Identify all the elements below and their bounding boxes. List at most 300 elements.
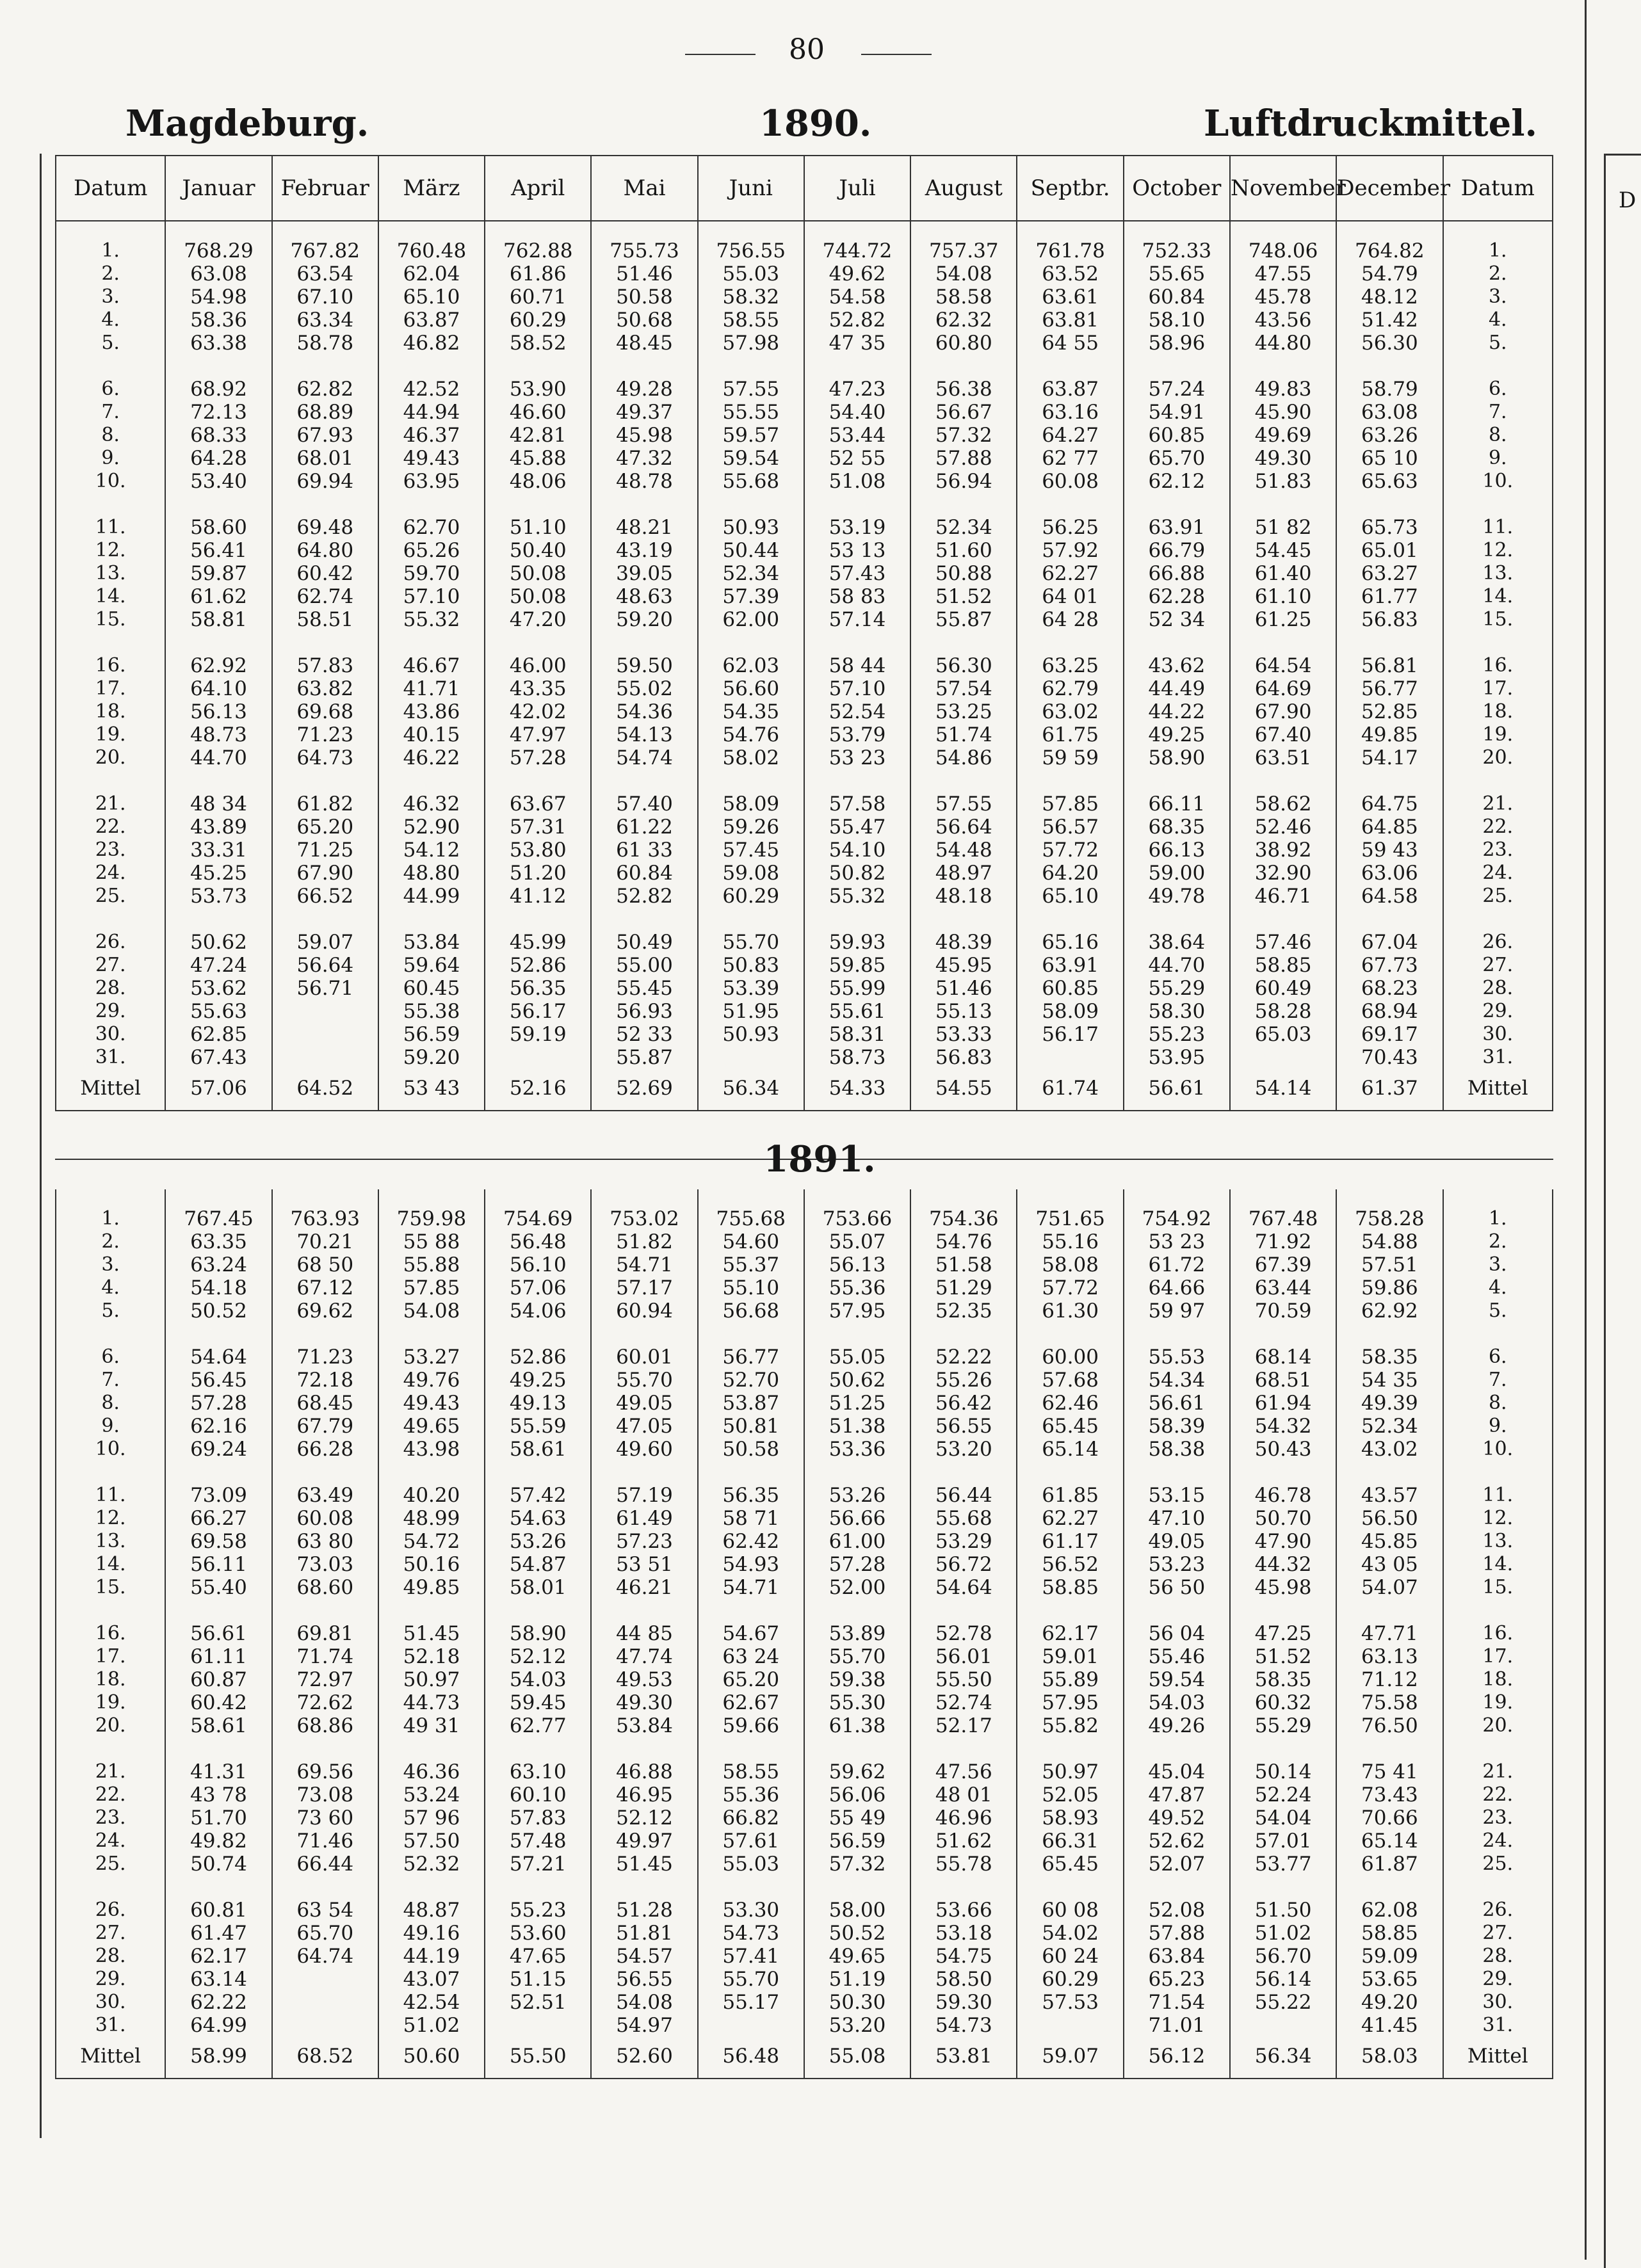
pressure-value: 47.90 (1254, 1530, 1312, 1553)
pressure-value: 54.73 (935, 2014, 992, 2037)
date-label: 25. (1482, 885, 1514, 907)
pressure-value: 53.36 (829, 1438, 886, 1461)
pressure-value: 56.83 (1361, 608, 1418, 631)
date-label: 11. (1482, 1484, 1514, 1506)
pressure-value: 59.26 (722, 816, 780, 839)
pressure-value: 753.02 (610, 1207, 679, 1230)
month-values-cell (1017, 1466, 1123, 1604)
pressure-value: 52.86 (509, 1346, 567, 1369)
pressure-value: 57.01 (1254, 1830, 1312, 1853)
date-label: 24. (1482, 862, 1514, 884)
pressure-value: 54.36 (616, 700, 673, 723)
pressure-value: 60.32 (1254, 1691, 1312, 1714)
pressure-value: 65.14 (1042, 1438, 1099, 1461)
date-cell-left (56, 498, 165, 636)
pressure-value: 52.05 (1042, 1783, 1099, 1806)
month-values-cell (1336, 636, 1443, 775)
month-values-cell (165, 1328, 271, 1466)
date-label: 24. (95, 1830, 126, 1852)
pressure-value: 57.92 (1042, 539, 1099, 562)
pressure-value: 50.74 (190, 1853, 247, 1876)
mean-row (56, 1074, 1553, 1111)
pressure-value: 55.47 (829, 816, 886, 839)
month-values-cell (378, 498, 485, 636)
pressure-value: 45.78 (1254, 286, 1312, 309)
pressure-value: 63.26 (1361, 424, 1418, 447)
pressure-value: 44.94 (403, 401, 460, 424)
monthly-mean: 54.14 (1230, 1074, 1336, 1111)
pressure-value: 758.28 (1355, 1207, 1425, 1230)
pressure-value: 65.10 (403, 286, 460, 309)
pressure-value: 48.80 (403, 862, 460, 885)
pressure-value: 58.30 (1148, 1000, 1206, 1023)
pressure-value: 57.10 (829, 677, 886, 700)
pressure-value: 66.44 (296, 1853, 354, 1876)
pressure-value: 43.89 (190, 816, 247, 839)
pressure-value: 51.95 (722, 1000, 780, 1023)
date-label: 4. (1488, 309, 1507, 331)
pressure-value: 57.95 (829, 1299, 886, 1323)
pressure-value: 49.25 (509, 1369, 567, 1392)
pressure-value: 55.59 (509, 1415, 567, 1438)
date-label: 30. (95, 1991, 126, 2013)
pressure-value: 55.03 (722, 1853, 780, 1876)
pressure-value: 53.20 (829, 2014, 886, 2037)
pressure-value: 71.12 (1361, 1668, 1418, 1691)
pressure-value: 53 23 (829, 746, 886, 769)
pressure-value: 48.73 (190, 723, 247, 746)
pressure-value: 41.12 (509, 885, 567, 908)
pressure-value: 54.71 (616, 1253, 673, 1276)
pressure-value: 55.05 (829, 1346, 886, 1369)
pressure-value: 53.15 (1148, 1484, 1206, 1507)
pressure-value: 52.07 (1148, 1853, 1206, 1876)
pressure-value: 63.35 (190, 1230, 247, 1253)
pressure-value: 63.02 (1042, 700, 1099, 723)
date-label: 20. (1482, 746, 1514, 769)
pressure-value: 45.98 (616, 424, 673, 447)
pressure-value: 51.10 (509, 516, 567, 539)
date-label: 14. (95, 1553, 126, 1575)
pressure-value: 69.17 (1361, 1023, 1418, 1046)
pressure-value: 52.82 (829, 309, 886, 332)
pressure-value: 64.85 (1361, 816, 1418, 839)
month-values-cell (272, 221, 378, 360)
column-header: August (910, 156, 1017, 221)
pressure-value: 47.23 (829, 378, 886, 401)
pressure-value: 64.99 (190, 2014, 247, 2037)
date-label: 19. (95, 1691, 126, 1714)
pressure-value: 57.48 (509, 1830, 567, 1853)
pressure-value: 57.98 (722, 332, 780, 355)
month-values-cell (1124, 221, 1230, 360)
pressure-value: 44.19 (403, 1945, 460, 1968)
pressure-value: 51.52 (935, 585, 992, 608)
pressure-value: 57.06 (509, 1276, 567, 1299)
month-values-cell (485, 913, 591, 1074)
pressure-value: 49.25 (1148, 723, 1206, 746)
date-label: 15. (95, 608, 126, 631)
month-values-cell (1230, 1466, 1336, 1604)
pressure-value: 71.23 (296, 1346, 354, 1369)
pressure-value: 71.54 (1148, 1991, 1206, 2014)
pressure-value: 51.02 (403, 2014, 460, 2037)
pressure-value: 59.54 (1148, 1668, 1206, 1691)
date-cell-right (1443, 913, 1553, 1074)
pressure-value: 62.46 (1042, 1392, 1099, 1415)
pressure-value: 762.88 (503, 239, 573, 262)
pressure-value: 58.38 (1148, 1438, 1206, 1461)
pressure-value: 67.90 (296, 862, 354, 885)
pressure-value: 748.06 (1248, 239, 1318, 262)
pressure-value: 56.48 (509, 1230, 567, 1253)
pressure-value: 67.39 (1254, 1253, 1312, 1276)
pressure-value: 51.52 (1254, 1645, 1312, 1668)
pressure-value: 60.71 (509, 286, 567, 309)
pressure-value: 65.16 (1042, 931, 1099, 954)
column-header: Juli (804, 156, 910, 221)
pressure-value: 61.00 (829, 1530, 886, 1553)
pressure-value: 61.75 (1042, 723, 1099, 746)
pressure-value: 61.87 (1361, 1853, 1418, 1876)
pressure-value: 50.88 (935, 562, 992, 585)
pressure-value: 60.08 (1042, 470, 1099, 493)
month-values-cell (591, 775, 697, 913)
date-label: 19. (1482, 1691, 1514, 1714)
date-label: 10. (95, 1438, 126, 1460)
date-label: 24. (1482, 1830, 1514, 1852)
pressure-value: 59.30 (935, 1991, 992, 2014)
table-title: Luftdruckmittel. (1204, 102, 1537, 145)
month-values-cell (910, 1742, 1017, 1881)
pressure-value: 59.00 (1148, 862, 1206, 885)
date-label: 27. (1482, 954, 1514, 976)
pressure-value: 68.89 (296, 401, 354, 424)
pressure-value: 50.70 (1254, 1507, 1312, 1530)
pressure-value: 56.06 (829, 1783, 886, 1806)
pressure-value: 61.30 (1042, 1299, 1099, 1323)
pressure-value: 63 80 (296, 1530, 354, 1553)
pressure-value: 62.74 (296, 585, 354, 608)
pressure-value: 59 43 (1361, 839, 1418, 862)
pressure-value: 57.28 (509, 746, 567, 769)
pressure-value: 62.82 (296, 378, 354, 401)
pressure-value: 44.70 (1148, 954, 1206, 977)
date-label: 26. (1482, 931, 1514, 953)
pressure-value: 47.20 (509, 608, 567, 631)
date-label: 12. (95, 1507, 126, 1529)
month-values-cell (1017, 1328, 1123, 1466)
pressure-value: 61.72 (1148, 1253, 1206, 1276)
pressure-value: 67.79 (296, 1415, 354, 1438)
date-label: 22. (1482, 816, 1514, 838)
pressure-value: 44.22 (1148, 700, 1206, 723)
pressure-value: 55.99 (829, 977, 886, 1000)
pressure-value: 33.31 (190, 839, 247, 862)
pressure-value: 50.49 (616, 931, 673, 954)
pressure-value: 52.00 (829, 1576, 886, 1599)
pressure-value: 56.10 (509, 1253, 567, 1276)
month-values-cell (485, 1328, 591, 1466)
pressure-value: 43.62 (1148, 654, 1206, 677)
pressure-value: 59.09 (1361, 1945, 1418, 1968)
pressure-value: 54.64 (935, 1576, 992, 1599)
pressure-value: 56.59 (829, 1830, 886, 1853)
month-values-cell (1336, 913, 1443, 1074)
month-values-cell (1124, 636, 1230, 775)
monthly-mean: 57.06 (165, 1074, 271, 1111)
month-values-cell (804, 1466, 910, 1604)
date-label: 8. (1488, 1392, 1507, 1414)
date-label: 6. (1488, 378, 1507, 400)
month-values-cell (1336, 1189, 1443, 1328)
date-label: 12. (1482, 539, 1514, 561)
pressure-value: 43.19 (616, 539, 673, 562)
pressure-value: 57.85 (403, 1276, 460, 1299)
pressure-value: 59.70 (403, 562, 460, 585)
month-values-cell (272, 1466, 378, 1604)
pressure-value: 754.92 (1142, 1207, 1212, 1230)
pressure-value: 57.45 (722, 839, 780, 862)
pressure-value: 53.60 (509, 1922, 567, 1945)
pressure-value: 54.75 (935, 1945, 992, 1968)
pressure-value: 60.29 (722, 885, 780, 908)
pressure-value: 54.93 (722, 1553, 780, 1576)
month-values-cell (1124, 1742, 1230, 1881)
date-label: 6. (101, 1346, 120, 1368)
pressure-value: 66.79 (1148, 539, 1206, 562)
month-values-cell (378, 1189, 485, 1328)
pressure-value: 56.68 (722, 1299, 780, 1323)
pressure-value: 55.70 (722, 931, 780, 954)
pressure-value: 44.80 (1254, 332, 1312, 355)
month-values-cell (1124, 1189, 1230, 1328)
pressure-value: 62.79 (1042, 677, 1099, 700)
month-values-cell (485, 498, 591, 636)
date-label: 9. (101, 1415, 120, 1437)
date-label: 13. (95, 1530, 126, 1552)
month-values-cell (272, 913, 378, 1074)
date-label: 31. (1482, 1046, 1514, 1068)
pressure-value: 51.42 (1361, 309, 1418, 332)
pressure-value: 54.13 (616, 723, 673, 746)
pressure-value: 68.33 (190, 424, 247, 447)
pressure-value: 73.43 (1361, 1783, 1418, 1806)
pressure-value: 56 04 (1148, 1622, 1206, 1645)
pressure-value: 50.52 (190, 1299, 247, 1323)
pressure-value: 63.13 (1361, 1645, 1418, 1668)
pressure-value: 51.60 (935, 539, 992, 562)
date-label: 30. (95, 1023, 126, 1045)
pressure-value: 58.73 (829, 1046, 886, 1069)
month-values-cell (1230, 1881, 1336, 2042)
pressure-value: 60.87 (190, 1668, 247, 1691)
pressure-value: 54.97 (616, 2014, 673, 2037)
pressure-value: 64.74 (296, 1945, 354, 1968)
mean-label: Mittel (1443, 1074, 1553, 1111)
month-values-cell (804, 636, 910, 775)
pressure-value: 755.73 (610, 239, 679, 262)
monthly-mean: 53.81 (910, 2042, 1017, 2079)
pressure-value: 56.13 (829, 1253, 886, 1276)
pressure-value: 54.57 (616, 1945, 673, 1968)
pressure-value: 764.82 (1355, 239, 1425, 262)
date-label: 11. (95, 516, 126, 538)
date-label: 7. (101, 401, 120, 423)
pressure-value: 64.27 (1042, 424, 1099, 447)
pressure-value: 59.08 (722, 862, 780, 885)
month-values-cell (698, 775, 804, 913)
pressure-value: 50.97 (403, 1668, 460, 1691)
month-values-cell (591, 1328, 697, 1466)
pressure-value: 53.26 (829, 1484, 886, 1507)
month-values-cell (910, 498, 1017, 636)
date-label: 25. (1482, 1853, 1514, 1875)
pressure-value: 51.70 (190, 1806, 247, 1830)
month-values-cell (910, 1189, 1017, 1328)
pressure-value: 52.24 (1254, 1783, 1312, 1806)
pressure-value: 45.98 (1254, 1576, 1312, 1599)
pressure-value: 48.78 (616, 470, 673, 493)
pressure-value: 54.91 (1148, 401, 1206, 424)
month-values-cell (1017, 1742, 1123, 1881)
month-values-cell (165, 775, 271, 913)
pressure-value: 45.88 (509, 447, 567, 470)
pressure-value: 49.26 (1148, 1714, 1206, 1737)
pressure-value: 68.35 (1148, 816, 1206, 839)
mean-label: Mittel (56, 1074, 165, 1111)
pressure-value: 56.30 (1361, 332, 1418, 355)
pressure-value: 768.29 (184, 239, 254, 262)
pressure-value: 45.85 (1361, 1530, 1418, 1553)
month-values-cell (272, 360, 378, 498)
pressure-value: 63.61 (1042, 286, 1099, 309)
pressure-value: 57.21 (509, 1853, 567, 1876)
month-values-cell (378, 1466, 485, 1604)
day-group-row (56, 1742, 1553, 1881)
pressure-value: 58.90 (1148, 746, 1206, 769)
pressure-value: 59.64 (403, 954, 460, 977)
pressure-value: 53.26 (509, 1530, 567, 1553)
pressure-value: 67.40 (1254, 723, 1312, 746)
pressure-value: 57 96 (403, 1806, 460, 1830)
pressure-value: 69.94 (296, 470, 354, 493)
pressure-value: 58.52 (509, 332, 567, 355)
date-cell-left (56, 360, 165, 498)
month-values-cell (591, 913, 697, 1074)
pressure-value: 51.58 (935, 1253, 992, 1276)
pressure-value: 49.16 (403, 1922, 460, 1945)
pressure-value: 57.19 (616, 1484, 673, 1507)
month-values-cell (485, 221, 591, 360)
month-values-cell (804, 360, 910, 498)
month-values-cell (804, 1189, 910, 1328)
pressure-value: 49.05 (616, 1392, 673, 1415)
date-cell-right (1443, 1742, 1553, 1881)
date-label: 9. (1488, 1415, 1507, 1437)
month-values-cell (1124, 1604, 1230, 1742)
pressure-value: 55.68 (722, 470, 780, 493)
pressure-value: 57.72 (1042, 1276, 1099, 1299)
pressure-value: 54.67 (722, 1622, 780, 1645)
date-label: 5. (1488, 1299, 1507, 1322)
pressure-value: 62.70 (403, 516, 460, 539)
pressure-value: 55.10 (722, 1276, 780, 1299)
pressure-value: 54.58 (829, 286, 886, 309)
month-values-cell (1017, 636, 1123, 775)
pressure-value: 61.22 (616, 816, 673, 839)
left-frame-line (40, 154, 42, 2138)
month-values-cell (272, 1742, 378, 1881)
day-group-row (56, 1881, 1553, 2042)
pressure-value: 61.38 (829, 1714, 886, 1737)
pressure-value: 58.08 (1042, 1253, 1099, 1276)
pressure-value: 55.23 (1148, 1023, 1206, 1046)
column-header: April (485, 156, 591, 221)
date-label: 7. (1488, 1369, 1507, 1391)
pressure-value: 52.51 (509, 1991, 567, 2014)
pressure-value: 61 33 (616, 839, 673, 862)
pressure-value: 56.45 (190, 1369, 247, 1392)
pressure-value: 63.87 (403, 309, 460, 332)
day-group-row (56, 498, 1553, 636)
month-values-cell (1336, 1328, 1443, 1466)
pressure-value: 52.08 (1148, 1899, 1206, 1922)
pressure-value: 56.67 (935, 401, 992, 424)
pressure-value: 60.10 (509, 1783, 567, 1806)
pressure-value: 57.43 (829, 562, 886, 585)
pressure-value: 49.43 (403, 447, 460, 470)
month-values-cell (485, 1466, 591, 1604)
pressure-value: 54.45 (1254, 539, 1312, 562)
pressure-value: 55.23 (509, 1899, 567, 1922)
month-values-cell (165, 221, 271, 360)
pressure-value: 54.60 (722, 1230, 780, 1253)
month-values-cell (804, 1328, 910, 1466)
pressure-value: 47.97 (509, 723, 567, 746)
pressure-value: 46.88 (616, 1760, 673, 1783)
pressure-value: 43.35 (509, 677, 567, 700)
pressure-value: 45.95 (935, 954, 992, 977)
pressure-value: 52.54 (829, 700, 886, 723)
pressure-value: 50.93 (722, 516, 780, 539)
pressure-value: 43 05 (1361, 1553, 1418, 1576)
pressure-value: 56.17 (509, 1000, 567, 1023)
pressure-value: 65.14 (1361, 1830, 1418, 1853)
pressure-value: 52.18 (403, 1645, 460, 1668)
pressure-value: 58.51 (296, 608, 354, 631)
pressure-value: 52.62 (1148, 1830, 1206, 1853)
monthly-mean: 59.07 (1017, 2042, 1123, 2079)
pressure-value: 53.18 (935, 1922, 992, 1945)
pressure-value: 43.02 (1361, 1438, 1418, 1461)
month-values-cell (1124, 1466, 1230, 1604)
pressure-value: 44.73 (403, 1691, 460, 1714)
pressure-value: 53.87 (722, 1392, 780, 1415)
month-values-cell (1017, 775, 1123, 913)
column-header: Datum (1443, 156, 1553, 221)
pressure-value: 48.21 (616, 516, 673, 539)
pressure-value: 55.45 (616, 977, 673, 1000)
pressure-value: 55.55 (722, 401, 780, 424)
pressure-value: 53.40 (190, 470, 247, 493)
pressure-value: 44 85 (616, 1622, 673, 1645)
pressure-value: 70.59 (1254, 1299, 1312, 1323)
pressure-value: 56.42 (935, 1392, 992, 1415)
pressure-value: 48.06 (509, 470, 567, 493)
date-label: 27. (95, 954, 126, 976)
pressure-value: 49.85 (403, 1576, 460, 1599)
